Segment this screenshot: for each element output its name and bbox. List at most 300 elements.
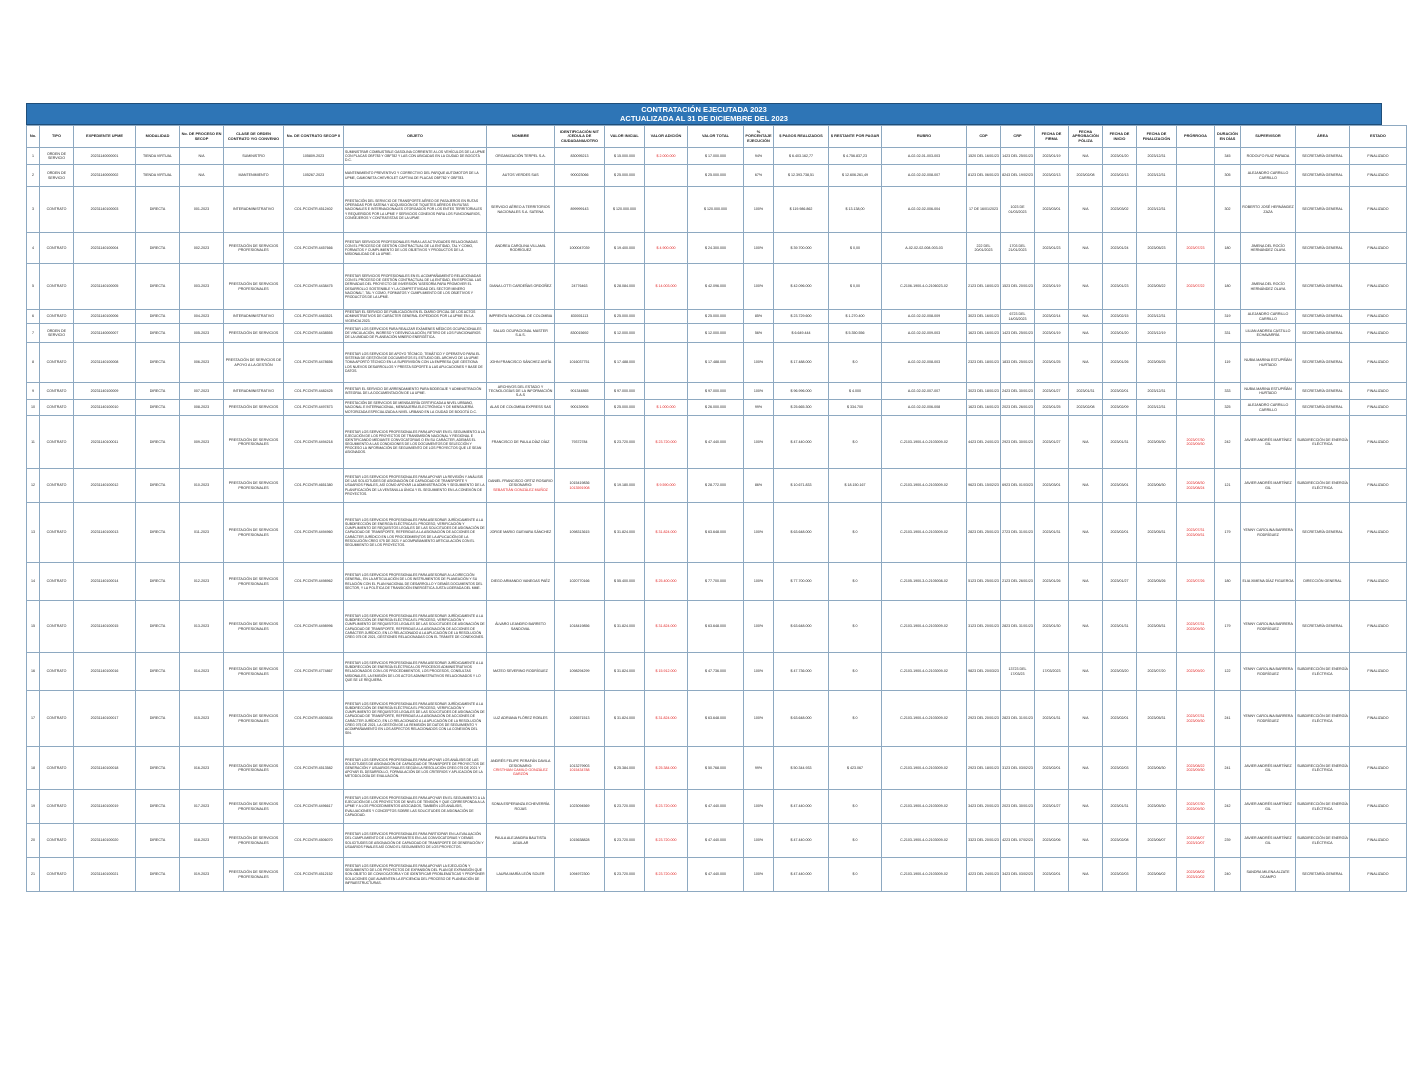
cell-text: $ 25.665.300 <box>790 405 812 410</box>
cell-text: $ 2.000.000 <box>656 153 676 158</box>
cell-text: DIRECTA <box>149 624 166 629</box>
table-row <box>27 324 1407 343</box>
cell-text: 79372784 <box>571 439 588 444</box>
cell-rest <box>829 148 882 165</box>
cell-inicio <box>1103 858 1137 892</box>
cell-tipo <box>40 563 74 601</box>
cell-nit <box>555 343 605 383</box>
cell-nit <box>555 383 605 400</box>
cell-area <box>1296 416 1350 469</box>
cell-pror <box>1177 469 1215 503</box>
cell-text: JAVIER ANDRÉS MARTÍNEZ GIL <box>1244 481 1292 490</box>
cell-firma <box>1035 691 1069 747</box>
cell-proc <box>180 383 224 400</box>
cell-clase <box>224 416 284 469</box>
cell-obj <box>344 383 487 400</box>
cell-text: C-2105-1900-3-0-2105008-02 <box>900 579 948 584</box>
cell-text: 2023/12/19 <box>1147 330 1166 335</box>
cell-crp <box>1001 563 1035 601</box>
cell-nom <box>487 747 555 790</box>
cell-clase <box>224 691 284 747</box>
cell-clase <box>224 383 284 400</box>
cell-text: 007-2023 <box>193 388 210 393</box>
cell-text: $ 17.488.000 <box>790 360 812 365</box>
column-header: FECHA DE FIRMA <box>1035 126 1069 148</box>
cell-text: 1094972300 <box>569 872 590 877</box>
cell-fin <box>1137 858 1177 892</box>
cell-secop <box>284 563 344 601</box>
cell-poliza <box>1069 747 1103 790</box>
cell-text: $ 0 <box>852 838 858 843</box>
cell-text: DIRECCIÓN GENERAL <box>1303 579 1342 584</box>
cell-text: 13 <box>31 530 35 535</box>
cell-area <box>1296 148 1350 165</box>
cell-secop <box>284 383 344 400</box>
cell-text: 2023/12/31 <box>1147 405 1166 410</box>
cell-poliza <box>1069 400 1103 416</box>
cell-nom <box>487 790 555 824</box>
cell-pag <box>774 324 829 343</box>
cell-text: 20231140100021 <box>90 872 119 877</box>
cell-cdp <box>967 858 1001 892</box>
cell-text: C-2103-1900-4-0-2103009-02 <box>900 804 948 809</box>
cell-text: ORDEN DE SERVICIO <box>47 171 66 180</box>
cell-text: $ 18.150.167 <box>844 483 866 488</box>
title-line-2: ACTUALIZADA AL 31 DE DICIEMBRE DEL 2023 <box>620 114 788 123</box>
cell-inicio <box>1103 343 1137 383</box>
cell-text: 2023/02/01 <box>1110 530 1129 535</box>
cell-tipo <box>40 824 74 858</box>
table-row <box>27 187 1407 233</box>
cell-cdp <box>967 187 1001 233</box>
cell-text: $ 77.700.000 <box>790 579 812 584</box>
cell-sup <box>1241 503 1296 563</box>
cell-est <box>1350 824 1407 858</box>
cell-tipo <box>40 264 74 310</box>
cell-text: 2023/05/31 <box>1147 530 1166 535</box>
cell-text: 6923 DEL 01/03/23 <box>1002 483 1033 488</box>
cell-no <box>27 310 40 324</box>
cell-exp <box>74 264 136 310</box>
cell-text: PRESTACIÓN DE SERVICIOS PROFESIONALES <box>228 667 279 676</box>
cell-text: 2823 DEL 25/01/23 <box>968 530 999 535</box>
cell-exp <box>74 148 136 165</box>
cell-text: N/A <box>1082 530 1089 535</box>
cell-vadi <box>645 310 688 324</box>
cell-vini <box>605 691 645 747</box>
cell-area <box>1296 343 1350 383</box>
cell-obj <box>344 343 487 383</box>
cell-text: FINALIZADO <box>1367 624 1389 629</box>
cell-text: PRESTACIÓN DE SERVICIOS PROFESIONALES <box>228 622 279 631</box>
cell-text: 2023/01/31 <box>1110 804 1129 809</box>
cell-text: FINALIZADO <box>1367 439 1389 444</box>
cell-rub <box>882 824 967 858</box>
cell-cdp <box>967 653 1001 691</box>
cell-fin <box>1137 165 1177 187</box>
cell-rub <box>882 691 967 747</box>
cell-text: PAULA ALEJANDRA BAUTISTA AGUILAR <box>494 836 547 845</box>
cell-text: SUBDIRECCIÓN DE ENERGÍA ELÉCTRICA <box>1297 714 1348 723</box>
cell-vini <box>605 148 645 165</box>
cell-text: SUBDIRECCIÓN DE ENERGÍA ELÉCTRICA <box>1297 437 1348 446</box>
cell-proc <box>180 165 224 187</box>
cell-fin <box>1137 400 1177 416</box>
cell-text: PRESTAR EL SERVICIO DE ARRENDAMIENTO PARA BODEGAJE Y ADMINISTRACIÓN INTEGRAL DE LA DOCUMENTACIÓN DE LA UPME. <box>345 386 482 395</box>
cell-pror <box>1177 324 1215 343</box>
cell-fin <box>1137 383 1177 400</box>
cell-rest <box>829 416 882 469</box>
cell-text: $ 63.648.000 <box>705 530 726 535</box>
cell-vtot <box>688 469 744 503</box>
cell-text: FINALIZADO <box>1367 314 1389 319</box>
cell-exp <box>74 824 136 858</box>
cell-text: CO1.PCCNTR.4498962 <box>294 579 333 584</box>
cell-text: SECRETARÍA GENERAL <box>1302 624 1343 629</box>
cell-text: A-02-02-01-003-003 <box>907 153 941 158</box>
cell-text: DIRECTA <box>149 838 166 843</box>
cell-tipo <box>40 469 74 503</box>
cell-text: $ 0,00 <box>850 284 860 289</box>
cell-text: SUBDIRECCIÓN DE ENERGÍA ELÉCTRICA <box>1297 802 1348 811</box>
cell-crp <box>1001 324 1035 343</box>
cell-vadi <box>645 165 688 187</box>
cell-firma <box>1035 747 1069 790</box>
cell-text: PRESTACIÓN DE SERVICIOS PROFESIONALES <box>228 243 279 252</box>
cell-poliza <box>1069 324 1103 343</box>
cell-text: $ 23.720.000 <box>655 872 677 877</box>
cell-text: A-02-02-02-007-007 <box>907 388 941 393</box>
cell-rest <box>829 691 882 747</box>
cell-text: PRESTAR LOS SERVICIOS PROFESIONALES PARA ASESORAR JURÍDICAMENTE A LA SUBDIRECCIÓN DE ENERGÍA ELÉCTRICA EL PROCESO, VERIFICACIÓN Y CUMPLIMIENTO DE REQUISITOS LEGALES DE LAS SOLICITUDES DE ASIGNACIÓN DE CAPACIDAD DE TRANSPORTE, REFERIDAS A LA ASIGNACIÓN DE ACCIONES DE CARÁCTER JURÍDICO, EN LO RELACIONADO A LA APLICACIÓN DE LA RESOLUCIÓN CREG 075 DE 2021, GESTIONES RELACIONADAS CON EL TRÁMITE DE CONEXIONES. <box>345 614 485 639</box>
cell-pag <box>774 503 829 563</box>
cell-obj <box>344 233 487 264</box>
cell-clase <box>224 400 284 416</box>
cell-text: N/A <box>1082 284 1089 289</box>
cell-text: LUZ ADRIANA FLÓREZ ROBLES <box>493 716 548 721</box>
column-header: $ PAGOS REALIZADOS <box>774 126 829 148</box>
cell-text: 2923 DEL 30/01/23 <box>1002 439 1033 444</box>
cell-text: $ 0 <box>852 360 858 365</box>
cell-pct <box>744 343 774 383</box>
cell-text: 14 <box>31 579 35 584</box>
cell-vini <box>605 858 645 892</box>
cell-fin <box>1137 148 1177 165</box>
cell-poliza <box>1069 148 1103 165</box>
cell-text: 2023/02/14 <box>1042 314 1061 319</box>
cell-text: LAURA MARÍA LEÓN SOLER <box>496 872 545 877</box>
cell-text: $ 47.440.000 <box>705 804 726 809</box>
cell-text: 302 <box>1224 207 1231 212</box>
cell-proc <box>180 790 224 824</box>
cell-text: $ 28.772.000 <box>705 483 726 488</box>
cell-firma <box>1035 824 1069 858</box>
cell-vadi <box>645 400 688 416</box>
column-header: FECHA DE FINALIZACIÓN <box>1137 126 1177 148</box>
cell-proc <box>180 601 224 653</box>
cell-text: CONTRATO <box>46 716 67 721</box>
cell-clase <box>224 233 284 264</box>
cell-text: 014-2023 <box>193 669 210 674</box>
cell-fin <box>1137 790 1177 824</box>
cell-text: 20231140100014 <box>90 579 119 584</box>
cell-mod <box>136 653 180 691</box>
cell-vadi <box>645 790 688 824</box>
cell-text: $ 25.000.000 <box>705 173 726 178</box>
cell-tipo <box>40 148 74 165</box>
cell-text: DIRECTA <box>149 872 166 877</box>
cell-rub <box>882 503 967 563</box>
cell-vini <box>605 233 645 264</box>
cell-text: 20231140100013 <box>90 530 119 535</box>
cell-text: 2023/08/30 2023/08/24 <box>1186 481 1205 490</box>
cell-text: CO1.PCCNTR.4482425 <box>294 388 333 393</box>
cell-pag <box>774 148 829 165</box>
cell-text: SONIA ESPERANZA ECHEVERRÍA ROJAS <box>491 802 550 811</box>
cell-area <box>1296 653 1350 691</box>
cell-fin <box>1137 233 1177 264</box>
cell-text: A-02-02-02-008-003-03 <box>905 245 943 250</box>
cell-text: CONTRATO <box>46 483 67 488</box>
cell-rest <box>829 601 882 653</box>
cell-text: PRESTACIÓN DE SERVICIOS PROFESIONALES <box>228 763 279 772</box>
cell-text: C-2103-1900-4-0-2103009-02 <box>900 624 948 629</box>
cell-rest <box>829 165 882 187</box>
cell-text: 2023/02/06 <box>1042 838 1061 843</box>
cell-text: 016-2023 <box>193 765 210 770</box>
cell-cdp <box>967 563 1001 601</box>
cell-inicio <box>1103 790 1137 824</box>
cell-text: DIRECTA <box>149 388 166 393</box>
cell-no <box>27 469 40 503</box>
cell-vtot <box>688 343 744 383</box>
cell-text: 105267-2023 <box>302 173 325 178</box>
cell-text: N/A <box>1082 669 1089 674</box>
cell-nit <box>555 400 605 416</box>
cell-pror <box>1177 790 1215 824</box>
cell-secop <box>284 858 344 892</box>
column-header: No. DE PROCESO EN SECOP <box>180 126 224 148</box>
cell-vtot <box>688 187 744 233</box>
cell-text: 2023/07/22 <box>1186 284 1205 289</box>
cell-text: $ 0 <box>852 530 858 535</box>
cell-text: 2023/03/20 <box>1110 669 1129 674</box>
cell-dur <box>1215 233 1241 264</box>
cell-text: 2023/01/23 <box>1110 284 1129 289</box>
cell-fin <box>1137 601 1177 653</box>
cell-text: 2423 DEL 30/01/23 <box>1002 388 1033 393</box>
column-header: % PORCENTAJE EJECUCIÓN <box>744 126 774 148</box>
cell-text: JAVIER ANDRÉS MARTÍNEZ GIL <box>1244 802 1292 811</box>
cell-clase <box>224 858 284 892</box>
cell-text: SECRETARÍA GENERAL <box>1302 872 1343 877</box>
cell-vtot <box>688 747 744 790</box>
cell-vadi <box>645 824 688 858</box>
cell-text: 10 <box>31 405 35 410</box>
cell-vtot <box>688 416 744 469</box>
cell-proc <box>180 324 224 343</box>
cell-vini <box>605 416 645 469</box>
cell-mod <box>136 503 180 563</box>
table-row <box>27 310 1407 324</box>
cell-text: $ 4.756.837,23 <box>843 153 867 158</box>
cell-text: C-2103-1900-4-0-2103009-02 <box>900 439 948 444</box>
cell-exp <box>74 563 136 601</box>
cell-text: 100% <box>753 669 764 674</box>
cell-text: CONTRATO <box>46 579 67 584</box>
cell-dur <box>1215 691 1241 747</box>
cell-firma <box>1035 400 1069 416</box>
cell-text: $ 0 <box>852 872 858 877</box>
cell-text: 1015419836 <box>569 481 590 486</box>
cell-text: N/A <box>1082 153 1089 158</box>
cell-firma <box>1035 148 1069 165</box>
cell-text: CONTRATO <box>46 530 67 535</box>
cell-mod <box>136 148 180 165</box>
cell-tipo <box>40 233 74 264</box>
cell-pror <box>1177 383 1215 400</box>
cell-secop <box>284 824 344 858</box>
cell-clase <box>224 503 284 563</box>
cell-text: FINALIZADO <box>1367 388 1389 393</box>
cell-clase <box>224 790 284 824</box>
cell-text: $ 1.270.400 <box>845 314 865 319</box>
cell-nom <box>487 264 555 310</box>
cell-rest <box>829 653 882 691</box>
cell-pag <box>774 187 829 233</box>
cell-inicio <box>1103 165 1137 187</box>
cell-dur <box>1215 264 1241 310</box>
cell-tipo <box>40 601 74 653</box>
cell-sup <box>1241 416 1296 469</box>
cell-text: SUBDIRECCIÓN DE ENERGÍA ELÉCTRICA <box>1297 763 1348 772</box>
cell-text: 242 <box>1224 439 1231 444</box>
cell-pror <box>1177 563 1215 601</box>
cell-proc <box>180 691 224 747</box>
cell-text: 1018419856 <box>569 624 590 629</box>
cell-vini <box>605 653 645 691</box>
cell-text: $ 55.400.000 <box>614 579 635 584</box>
cell-text: $ 12.000.000 <box>705 330 726 335</box>
cell-text: 7 <box>32 330 34 335</box>
cell-clase <box>224 824 284 858</box>
table-row <box>27 416 1407 469</box>
cell-rest <box>829 400 882 416</box>
cell-text: $ 0 <box>852 716 858 721</box>
cell-firma <box>1035 187 1069 233</box>
cell-text: 2023/01/25 <box>1042 360 1061 365</box>
cell-text: $ 47.440.000 <box>790 872 812 877</box>
cell-clase <box>224 187 284 233</box>
cell-text: $ 17.000.000 <box>705 153 726 158</box>
cell-text: LILIAN ANDREA CASTILLO ECHAVARRÍA <box>1245 328 1291 337</box>
cell-text: MANTENIMIENTO <box>238 173 269 178</box>
cell-firma <box>1035 653 1069 691</box>
cell-secop <box>284 416 344 469</box>
table-row <box>27 343 1407 383</box>
cell-text: 2023/02/08 <box>1076 173 1095 178</box>
cell-proc <box>180 148 224 165</box>
column-header: CRP <box>1001 126 1035 148</box>
cell-dur <box>1215 601 1241 653</box>
cell-text: $ 31.824.000 <box>655 716 677 721</box>
cell-nom <box>487 148 555 165</box>
cell-firma <box>1035 563 1069 601</box>
cell-text: 2023/01/26 <box>1110 360 1129 365</box>
cell-text: 222 DEL 20/01/2023 <box>974 243 993 252</box>
cell-firma <box>1035 416 1069 469</box>
cell-text: SECRETARÍA GENERAL <box>1302 530 1343 535</box>
table-row <box>27 383 1407 400</box>
cell-proc <box>180 400 224 416</box>
title-line-1: CONTRATACIÓN EJECUTADA 2023 <box>641 105 767 114</box>
table-row <box>27 824 1407 858</box>
cell-nit <box>555 187 605 233</box>
cell-text: 2023/12/31 <box>1147 314 1166 319</box>
cell-text: CO1.PCCNTR.4506070 <box>294 838 333 843</box>
cell-nom <box>487 233 555 264</box>
cell-text: CONTRATO <box>46 207 67 212</box>
cell-text: 15 <box>31 624 35 629</box>
cell-text: 3123 DEL 03/02/23 <box>1002 765 1033 770</box>
cell-nit <box>555 563 605 601</box>
cell-text: 830095213 <box>570 153 589 158</box>
cell-poliza <box>1069 601 1103 653</box>
cell-text: FINALIZADO <box>1367 872 1389 877</box>
cell-text: 100% <box>753 624 764 629</box>
cell-pct <box>744 148 774 165</box>
cell-mod <box>136 324 180 343</box>
cell-cdp <box>967 148 1001 165</box>
cell-inicio <box>1103 691 1137 747</box>
cell-text: $ 17.488.000 <box>614 360 635 365</box>
cell-text: 21 <box>31 872 35 877</box>
cell-clase <box>224 324 284 343</box>
cell-obj <box>344 264 487 310</box>
cell-mod <box>136 790 180 824</box>
cell-pct <box>744 824 774 858</box>
cell-text: 305 <box>1224 173 1231 178</box>
cell-text: 2823 DEL 31/01/23 <box>1002 624 1033 629</box>
column-header: No. DE CONTRATO SECOP II <box>284 126 344 148</box>
cell-text: 1703 DEL 21/01/2023 <box>1008 243 1027 252</box>
cell-nit <box>555 324 605 343</box>
cell-text: $ 23.720.000 <box>614 804 635 809</box>
cell-text: C-2103-1900-4-0-2103009-02 <box>900 765 948 770</box>
cell-text: $ 25.000.000 <box>705 314 726 319</box>
cell-text: CO1.PCCNTR.4498996 <box>294 624 333 629</box>
cell-tipo <box>40 165 74 187</box>
cell-text: CONTRATO <box>46 314 67 319</box>
cell-crp <box>1001 148 1035 165</box>
cell-obj <box>344 310 487 324</box>
cell-secop <box>284 503 344 563</box>
cell-text: 2723 DEL 31/01/23 <box>1002 530 1033 535</box>
cell-text: 010-2023 <box>193 483 210 488</box>
cell-tipo <box>40 858 74 892</box>
cell-mod <box>136 691 180 747</box>
cell-text: CO1.PCCNTR.4503634 <box>294 716 333 721</box>
cell-text: 331 <box>1224 330 1231 335</box>
cell-clase <box>224 264 284 310</box>
cell-text: 2023/08/02 2023/10/02 <box>1186 870 1205 879</box>
cell-text: $ 25.400.000 <box>655 579 677 584</box>
cell-inicio <box>1103 148 1137 165</box>
cell-rest <box>829 233 882 264</box>
cell-rub <box>882 858 967 892</box>
cell-text: 2023/07/31 2023/09/31 <box>1186 528 1205 537</box>
cell-text: 4223 DEL 24/01/23 <box>968 872 999 877</box>
